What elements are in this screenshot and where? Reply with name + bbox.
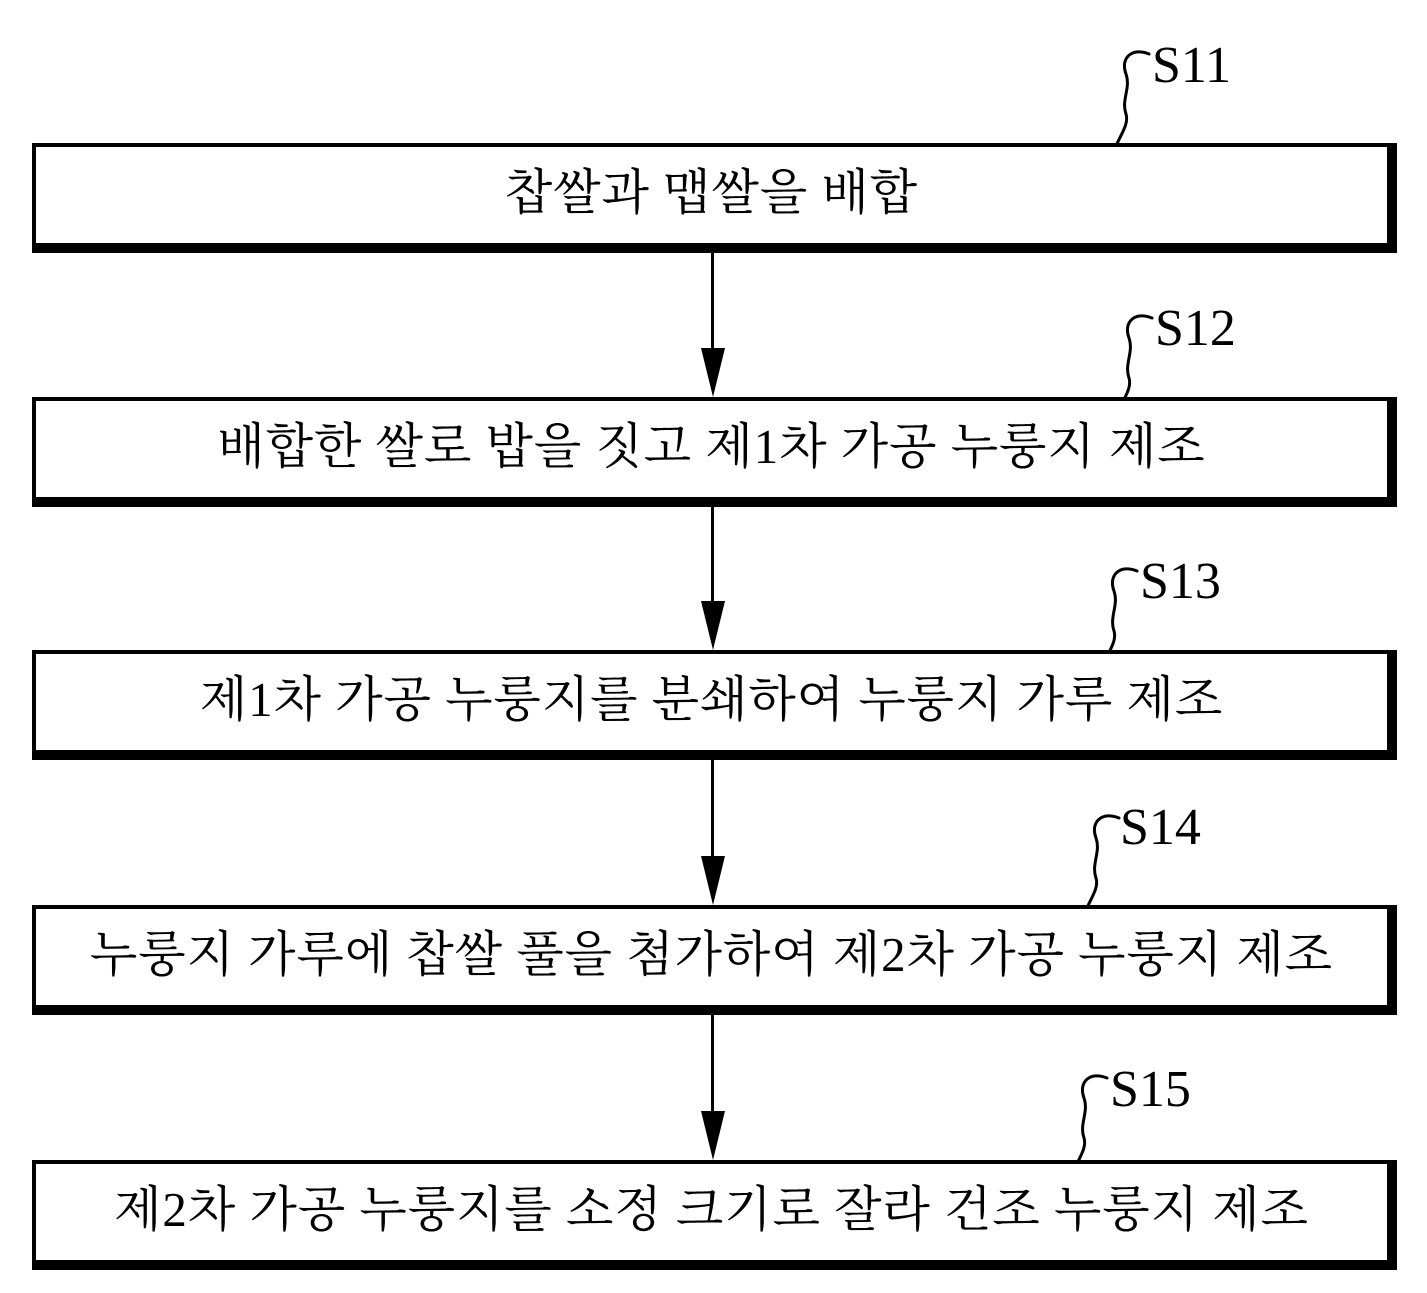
step-ref-label-s11: S11: [1152, 37, 1231, 94]
process-box-s14: [32, 905, 1397, 1015]
process-box-text: 배합한 쌀로 밥을 짓고 제1차 가공 누룽지 제조: [217, 418, 1206, 474]
process-box-text: 제2차 가공 누룽지를 소정 크기로 잘라 건조 누룽지 제조: [114, 1181, 1309, 1237]
flow-arrow-line: [711, 250, 714, 350]
arrow-down-icon: [701, 1111, 725, 1160]
process-box-text: 누룽지 가루에 찹쌀 풀을 첨가하여 제2차 가공 누룽지 제조: [89, 926, 1334, 982]
arrow-down-icon: [701, 601, 725, 650]
process-box-text: 제1차 가공 누룽지를 분쇄하여 누룽지 가루 제조: [199, 671, 1224, 727]
leader-line: [1070, 1072, 1110, 1172]
step-ref-label-s15: S15: [1110, 1061, 1191, 1118]
flow-arrow-line: [711, 1010, 714, 1113]
step-ref-label-s12: S12: [1155, 300, 1236, 357]
process-box-s15: [32, 1160, 1397, 1270]
step-ref-label-s13: S13: [1140, 553, 1221, 610]
process-box-s12: [32, 397, 1397, 507]
process-box-s13: [32, 650, 1397, 760]
step-ref-label-s14: S14: [1120, 799, 1201, 856]
arrow-down-icon: [701, 348, 725, 397]
arrow-down-icon: [701, 856, 725, 905]
flow-arrow-line: [711, 503, 714, 603]
leader-line: [1082, 812, 1122, 912]
leader-line: [1112, 48, 1152, 148]
flow-arrow-line: [711, 756, 714, 858]
process-box-text: 찹쌀과 맵쌀을 배합: [504, 164, 919, 220]
process-box-s11: [32, 143, 1397, 253]
